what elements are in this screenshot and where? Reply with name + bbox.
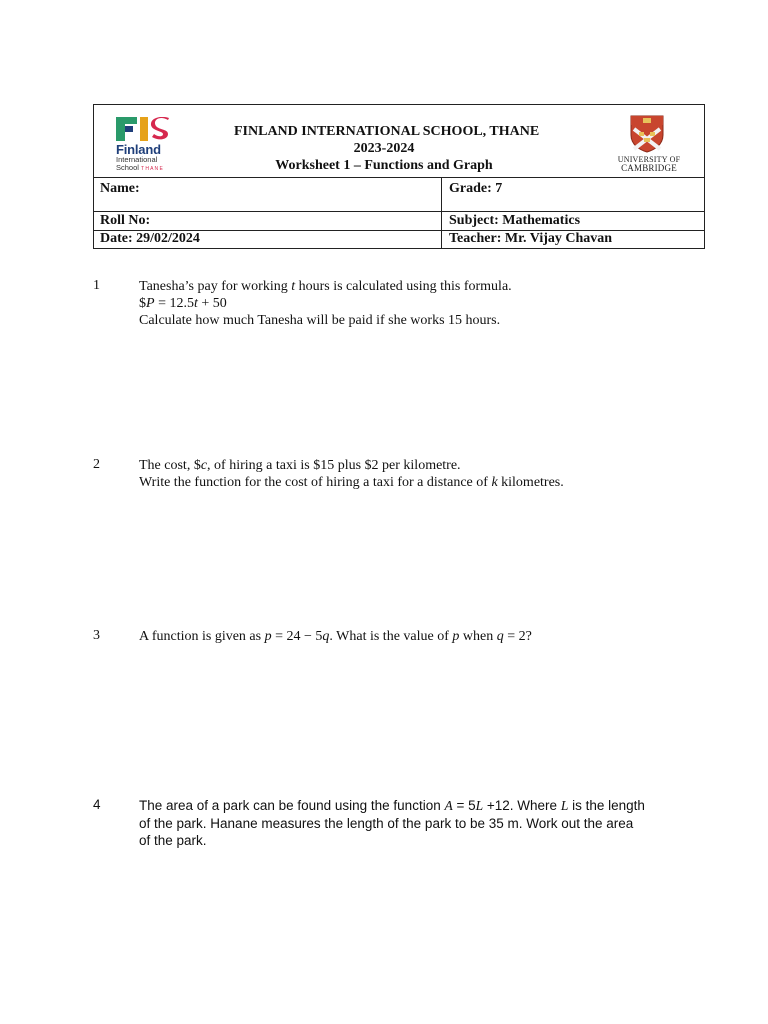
- question-2-text: [139, 457, 709, 491]
- cambridge-shield-icon: [630, 115, 664, 153]
- fis-logo: [114, 117, 174, 171]
- teacher-label: Teacher: Mr. Vijay Chavan: [449, 231, 613, 246]
- header-row-roll: [94, 212, 704, 231]
- question-line: A function is given as p = 24 − 5q. What is the value of p when q = 2?: [139, 629, 532, 644]
- question-number: 2: [93, 457, 100, 472]
- question-1-text: [139, 278, 709, 329]
- subject-label: Subject: Mathematics: [449, 213, 581, 228]
- question-line: Calculate how much Tanesha will be paid if she works 15 hours.: [139, 313, 501, 328]
- question-4-text: [139, 797, 709, 850]
- question-3-text: [139, 628, 709, 645]
- header-row-date: [94, 231, 704, 249]
- roll-label: Roll No:: [100, 213, 151, 228]
- question-line: of the park.: [139, 833, 207, 848]
- fis-logo-subtext: International School T H A N E: [116, 155, 163, 172]
- date-label: Date: 29/02/2024: [100, 231, 200, 246]
- question-line: $P = 12.5t + 50: [139, 296, 227, 311]
- question-number: 3: [93, 628, 100, 643]
- grade-label: Grade: 7: [449, 181, 503, 196]
- academic-year: 2023-2024: [353, 141, 415, 156]
- header-column-divider: [441, 178, 442, 249]
- header-row-name: [94, 178, 704, 212]
- question-number: 1: [93, 278, 100, 293]
- cambridge-logo-text: UNIVERSITY OF CAMBRIDGE: [617, 155, 681, 173]
- worksheet-title: Worksheet 1 – Functions and Graph: [275, 158, 493, 173]
- fis-logo-word: Finland: [116, 142, 161, 157]
- cambridge-logo: [612, 113, 686, 177]
- question-number: 4: [93, 797, 101, 812]
- question-line: Tanesha’s pay for working t hours is calculated using this formula.: [139, 279, 512, 294]
- question-line: Write the function for the cost of hiring a taxi for a distance of k kilometres.: [139, 475, 564, 490]
- question-line: The area of a park can be found using the function A = 5L +12. Where L is the length: [139, 798, 645, 813]
- school-title-block: [234, 123, 540, 174]
- question-line: The cost, $c, of hiring a taxi is $15 plus $2 per kilometre.: [139, 458, 461, 473]
- header-banner: [94, 105, 704, 178]
- name-label: Name:: [100, 181, 140, 196]
- header-table: [93, 104, 705, 249]
- question-line: of the park. Hanane measures the length of the park to be 35 m. Work out the area: [139, 815, 634, 831]
- school-name: FINLAND INTERNATIONAL SCHOOL, THANE: [234, 124, 540, 139]
- fis-letters-icon: [116, 117, 172, 141]
